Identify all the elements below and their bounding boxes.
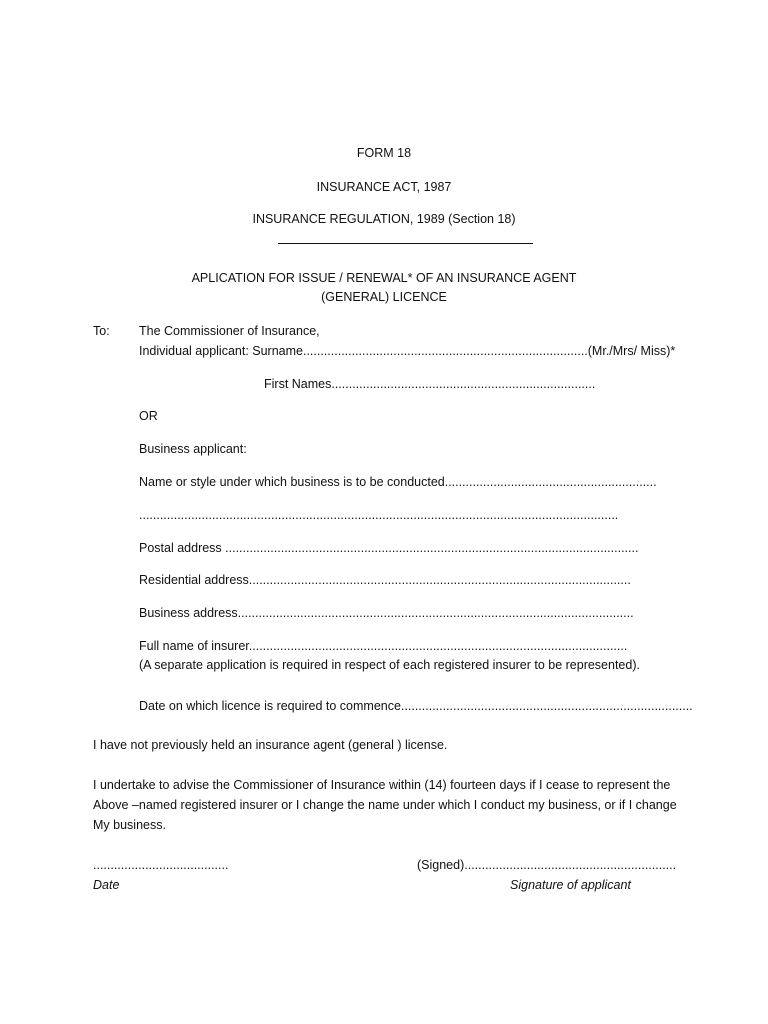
or-label: OR	[139, 409, 158, 423]
undertaking-text: I undertake to advise the Commissioner of Insurance within (14) fourteen days if I cease to represent the	[93, 778, 671, 792]
date-label: Date	[93, 878, 120, 892]
application-title: APLICATION FOR ISSUE / RENEWAL* OF AN INSURANCE AGENT	[191, 271, 577, 285]
business-address-field[interactable]: Business address..................................................................................................................	[139, 606, 634, 620]
business-name-field[interactable]: Name or style under which business is to be conducted.............................................................	[139, 475, 657, 489]
signature-field[interactable]: (Signed).............................................................	[417, 858, 677, 872]
act-title: INSURANCE ACT, 1987	[316, 180, 452, 194]
insurer-note: (A separate application is required in respect of each registered insurer to be represented).	[139, 658, 640, 672]
commissioner-line: The Commissioner of Insurance,	[139, 324, 320, 338]
insurer-name-field[interactable]: Full name of insurer.............................................................................................................	[139, 639, 628, 653]
regulation-title: INSURANCE REGULATION, 1989 (Section 18)	[252, 212, 516, 226]
residential-address-field[interactable]: Residential address..............................................................................................................	[139, 573, 631, 587]
business-applicant-label: Business applicant:	[139, 442, 247, 456]
not-held-statement: I have not previously held an insurance agent (general ) license.	[93, 738, 448, 752]
undertaking-text-line-3: My business.	[93, 818, 166, 832]
undertaking-text-line-2: Above –named registered insurer or I change the name under which I conduct my business, or if I change	[93, 798, 677, 812]
surname-field[interactable]: Individual applicant: Surname..................................................................................(Mr./Mrs/ Miss)*	[139, 344, 676, 358]
business-name-continuation-field[interactable]: ..........................................................................................................................................	[139, 508, 619, 522]
postal-address-field[interactable]: Postal address .......................................................................................................................	[139, 541, 639, 555]
date-field[interactable]: .......................................	[93, 858, 229, 872]
application-title-continued: (GENERAL) LICENCE	[321, 290, 447, 304]
form-number: FORM 18	[356, 146, 412, 160]
signature-label: Signature of applicant	[510, 878, 631, 892]
header-divider	[278, 243, 533, 244]
to-label: To:	[93, 324, 110, 338]
first-names-field[interactable]: First Names............................................................................	[264, 377, 596, 391]
commence-date-field[interactable]: Date on which licence is required to commence....................................................................................	[139, 699, 693, 713]
